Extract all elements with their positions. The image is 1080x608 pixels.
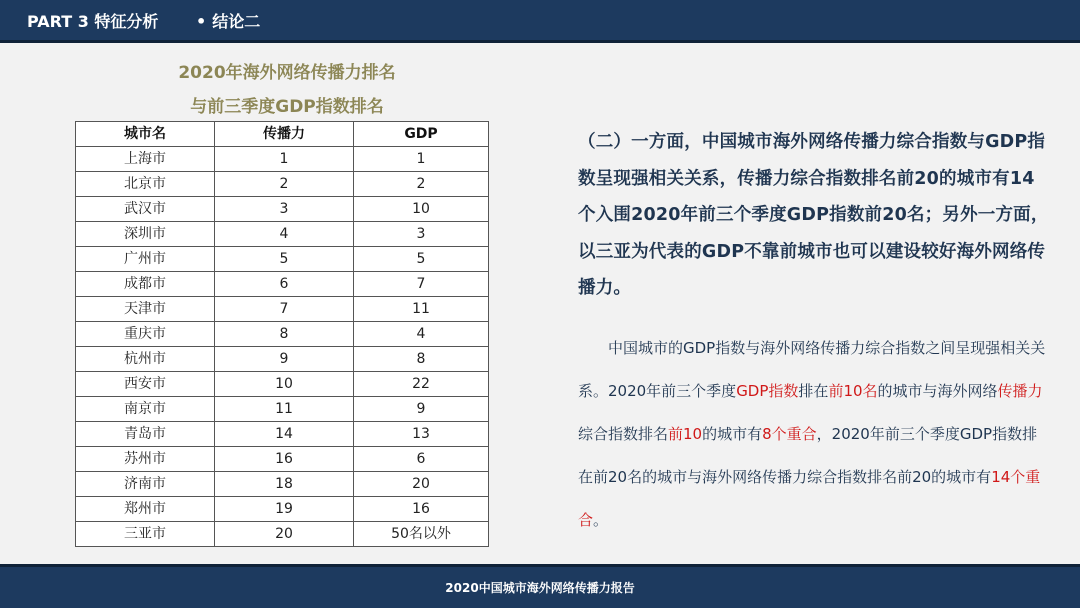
highlight-8-overlap: 8个重合 <box>762 425 817 443</box>
table-title-line2: 与前三季度GDP指数排名 <box>190 97 384 117</box>
cell-gdp-rank: 13 <box>354 422 489 447</box>
cell-gdp-rank: 5 <box>354 247 489 272</box>
cell-gdp-rank: 8 <box>354 347 489 372</box>
cell-influence-rank: 9 <box>215 347 354 372</box>
footer-text: 2020中国城市海外网络传播力报告 <box>445 581 635 595</box>
headline-text: （二）一方面，中国城市海外网络传播力综合指数与GDP指数呈现强相关关系，传播力综合指数排名前20的城市有14个入围2020年前三个季度GDP指数前20名；另外一方面，以三亚为代表的GDP不靠前城市也可以建设较好海外网络传播力。 <box>578 132 1049 298</box>
cell-gdp-rank: 9 <box>354 397 489 422</box>
table-row <box>76 497 489 522</box>
cell-gdp-rank: 1 <box>354 147 489 172</box>
highlight-top10-rank: 前10 <box>668 425 703 443</box>
headline-block <box>578 124 1052 307</box>
cell-city: 济南市 <box>76 472 215 497</box>
table-row <box>76 397 489 422</box>
cell-city: 西安市 <box>76 372 215 397</box>
table-row <box>76 372 489 397</box>
table-row <box>76 197 489 222</box>
highlight-14-overlap: 14个重合 <box>578 468 1041 529</box>
footer-bar <box>0 564 1080 608</box>
body-text-1: 中国城市的GDP指数与海外网络传播力综合指数之间呈现强相关关系。2020年前三个季度 <box>578 339 1046 400</box>
cell-influence-rank: 11 <box>215 397 354 422</box>
body-text-4: 综合指数排名 <box>578 425 669 443</box>
cell-city: 天津市 <box>76 297 215 322</box>
cell-gdp-rank: 4 <box>354 322 489 347</box>
cell-gdp-rank: 22 <box>354 372 489 397</box>
section-label <box>196 9 260 32</box>
highlight-top10: 前10名 <box>828 382 878 400</box>
cell-gdp-rank: 2 <box>354 172 489 197</box>
cell-influence-rank: 18 <box>215 472 354 497</box>
table-row <box>76 222 489 247</box>
cell-gdp-rank: 20 <box>354 472 489 497</box>
table-title-line1: 2020年海外网络传播力排名 <box>178 63 396 83</box>
cell-gdp-rank: 3 <box>354 222 489 247</box>
table-row <box>76 172 489 197</box>
cell-city: 成都市 <box>76 272 215 297</box>
cell-city: 郑州市 <box>76 497 215 522</box>
cell-influence-rank: 1 <box>215 147 354 172</box>
cell-city: 北京市 <box>76 172 215 197</box>
cell-gdp-rank: 10 <box>354 197 489 222</box>
cell-city: 苏州市 <box>76 447 215 472</box>
cell-influence-rank: 20 <box>215 522 354 547</box>
body-text-5: 的城市有 <box>702 425 763 443</box>
section-label-text: 结论二 <box>212 12 261 31</box>
cell-gdp-rank: 16 <box>354 497 489 522</box>
cell-influence-rank: 16 <box>215 447 354 472</box>
cell-city: 三亚市 <box>76 522 215 547</box>
column-header-gdp: GDP <box>354 122 489 147</box>
header-bar <box>0 0 1080 43</box>
cell-gdp-rank: 50名以外 <box>354 522 489 547</box>
cell-influence-rank: 6 <box>215 272 354 297</box>
cell-city: 深圳市 <box>76 222 215 247</box>
body-text-2: 排在 <box>798 382 829 400</box>
cell-city: 杭州市 <box>76 347 215 372</box>
cell-influence-rank: 3 <box>215 197 354 222</box>
cell-influence-rank: 8 <box>215 322 354 347</box>
table-row <box>76 297 489 322</box>
cell-city: 武汉市 <box>76 197 215 222</box>
cell-influence-rank: 10 <box>215 372 354 397</box>
table-row <box>76 147 489 172</box>
body-text-3: 的城市与海外网络 <box>877 382 998 400</box>
cell-gdp-rank: 6 <box>354 447 489 472</box>
cell-influence-rank: 4 <box>215 222 354 247</box>
cell-influence-rank: 7 <box>215 297 354 322</box>
body-paragraph <box>578 327 1052 542</box>
body-text-6: ，2020年前三个季度GDP指数排在前20名的城市与海外网络传播力综合指数排名前20的城市有 <box>578 425 1038 486</box>
table-row <box>76 322 489 347</box>
cell-city: 青岛市 <box>76 422 215 447</box>
table-row <box>76 447 489 472</box>
table-row <box>76 272 489 297</box>
highlight-gdp-index: GDP指数 <box>736 382 799 400</box>
table-header-row <box>76 122 489 147</box>
ranking-table <box>75 121 489 547</box>
cell-gdp-rank: 11 <box>354 297 489 322</box>
cell-influence-rank: 2 <box>215 172 354 197</box>
column-header-city: 城市名 <box>76 122 215 147</box>
part-label: PART 3 特征分析 <box>27 12 159 31</box>
cell-gdp-rank: 7 <box>354 272 489 297</box>
table-title <box>75 56 499 124</box>
table-row <box>76 347 489 372</box>
bullet-icon: • <box>196 12 207 31</box>
table-body <box>76 147 489 547</box>
highlight-influence: 传播力 <box>997 382 1043 400</box>
column-header-influence: 传播力 <box>215 122 354 147</box>
cell-influence-rank: 19 <box>215 497 354 522</box>
table-row <box>76 422 489 447</box>
cell-city: 重庆市 <box>76 322 215 347</box>
table-row <box>76 472 489 497</box>
table-row <box>76 522 489 547</box>
cell-influence-rank: 14 <box>215 422 354 447</box>
cell-city: 上海市 <box>76 147 215 172</box>
table-row <box>76 247 489 272</box>
cell-city: 南京市 <box>76 397 215 422</box>
body-text-7: 。 <box>593 511 609 529</box>
cell-influence-rank: 5 <box>215 247 354 272</box>
cell-city: 广州市 <box>76 247 215 272</box>
